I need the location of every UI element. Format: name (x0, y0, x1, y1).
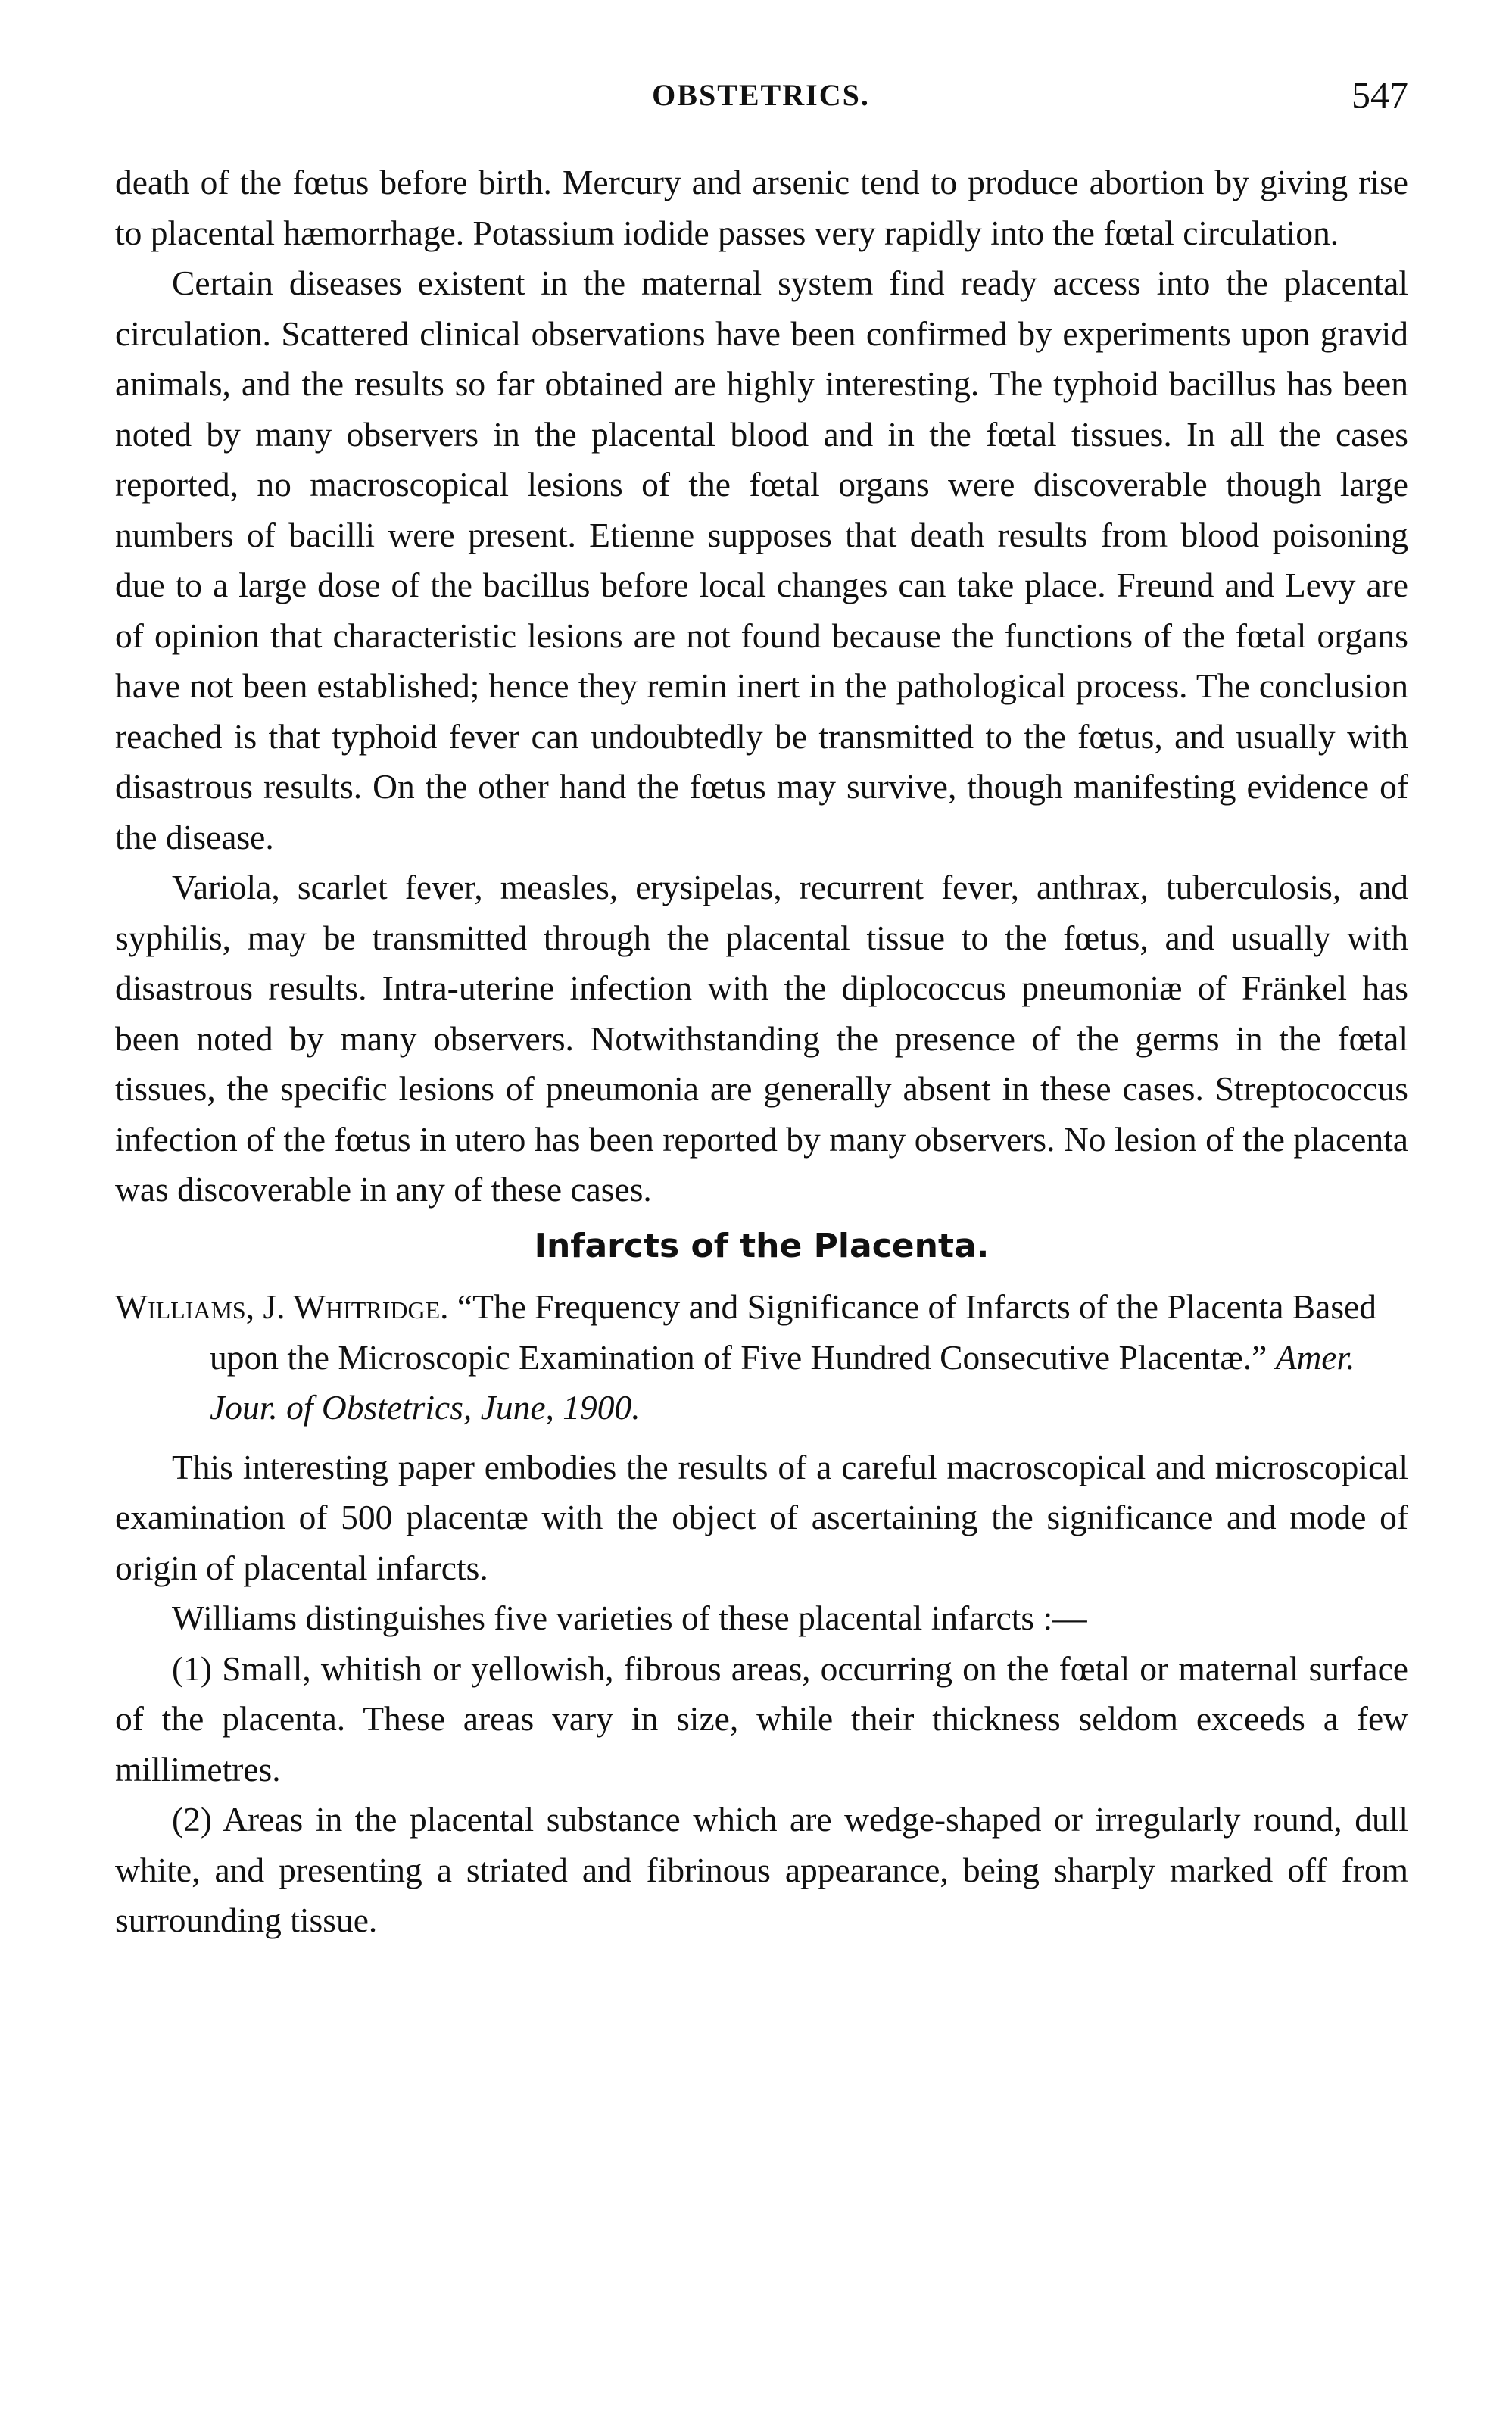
running-head (114, 73, 1408, 123)
paragraph-disease-transmission: Certain diseases existent in the maternal system find ready access into the placental circulation. Scattered clinical observations have been confirmed by experiments upon gravid animals, and the results so far obtained are highly interesting. The typhoid bacillus has been noted by many observers in the placental blood and in the fœtal tissues. In all the cases reported, no macroscopical lesions of the fœtal organs were discoverable though large numbers of bacilli were present. Etienne supposes that death results from blood poisoning due to a large dose of the bacillus before local changes can take place. Freund and Levy are of opinion that characteristic lesions are not found because the functions of the fœtal organs have not been established; hence they remin inert in the pathological process. The conclusion reached is that typhoid fever can undoubtedly be transmitted to the fœtus, and usually with disastrous results. On the other hand the fœtus may survive, though manifesting evidence of the disease. (115, 264, 1408, 856)
paragraph-variety-1: (1) Small, whitish or yellowish, fibrous areas, occurring on the fœtal or maternal surface of the placenta. These areas vary in size, while their thickness seldom exceeds a few millimetres. (115, 1648, 1408, 1789)
citation (115, 1282, 1408, 1433)
paragraph-varieties-intro: Williams distinguishes five varieties of these placental infarcts :— (172, 1598, 1087, 1637)
section-heading: Infarcts of the Placenta. (534, 1226, 990, 1265)
paragraph-variola: Variola, scarlet fever, measles, erysipelas, recurrent fever, anthrax, tuberculosis, and syphilis, may be transmitted through the placental tissue to the fœtus, and usually with disastrous results. Intra-uterine infection with the diplococcus pneumoniæ of Fränkel has been noted by many observers. Notwithstanding the presence of the germs in the fœtal tissues, the specific lesions of pneumonia are generally absent in these cases. Streptococcus infection of the fœtus in utero has been reported by many observers. No lesion of the placenta was discoverable in any of these cases. (115, 868, 1408, 1209)
citation-author: Williams, J. Whitridge. (115, 1287, 449, 1326)
paragraph-continued: death of the fœtus before birth. Mercury and arsenic tend to produce abortion by giving rise to placental hæmorrhage. Potassium iodide passes very rapidly into the fœtal circulation. (115, 163, 1408, 252)
citation-journal: Amer. Jour. of Obstetrics, June, 1900. (210, 1337, 1355, 1427)
citation-title: “The Frequency and Significance of Infarcts of the Placenta Based upon the Microscopic Examination of Five Hundred Consecutive Placentæ.” (210, 1287, 1376, 1377)
running-title: OBSTETRICS. (652, 78, 870, 112)
page-number: 547 (1351, 73, 1408, 116)
paragraph-summary: This interesting paper embodies the results of a careful macroscopical and microscopical examination of 500 placentæ with the object of ascertaining the significance and mode of origin of placental infarcts. (115, 1447, 1408, 1587)
body-text (115, 158, 1408, 1946)
paragraph-variety-2: (2) Areas in the placental substance which are wedge-shaped or irregularly round, dull white, and presenting a striated and fibrinous appearance, being sharply marked off from surrounding tissue. (115, 1800, 1408, 1939)
